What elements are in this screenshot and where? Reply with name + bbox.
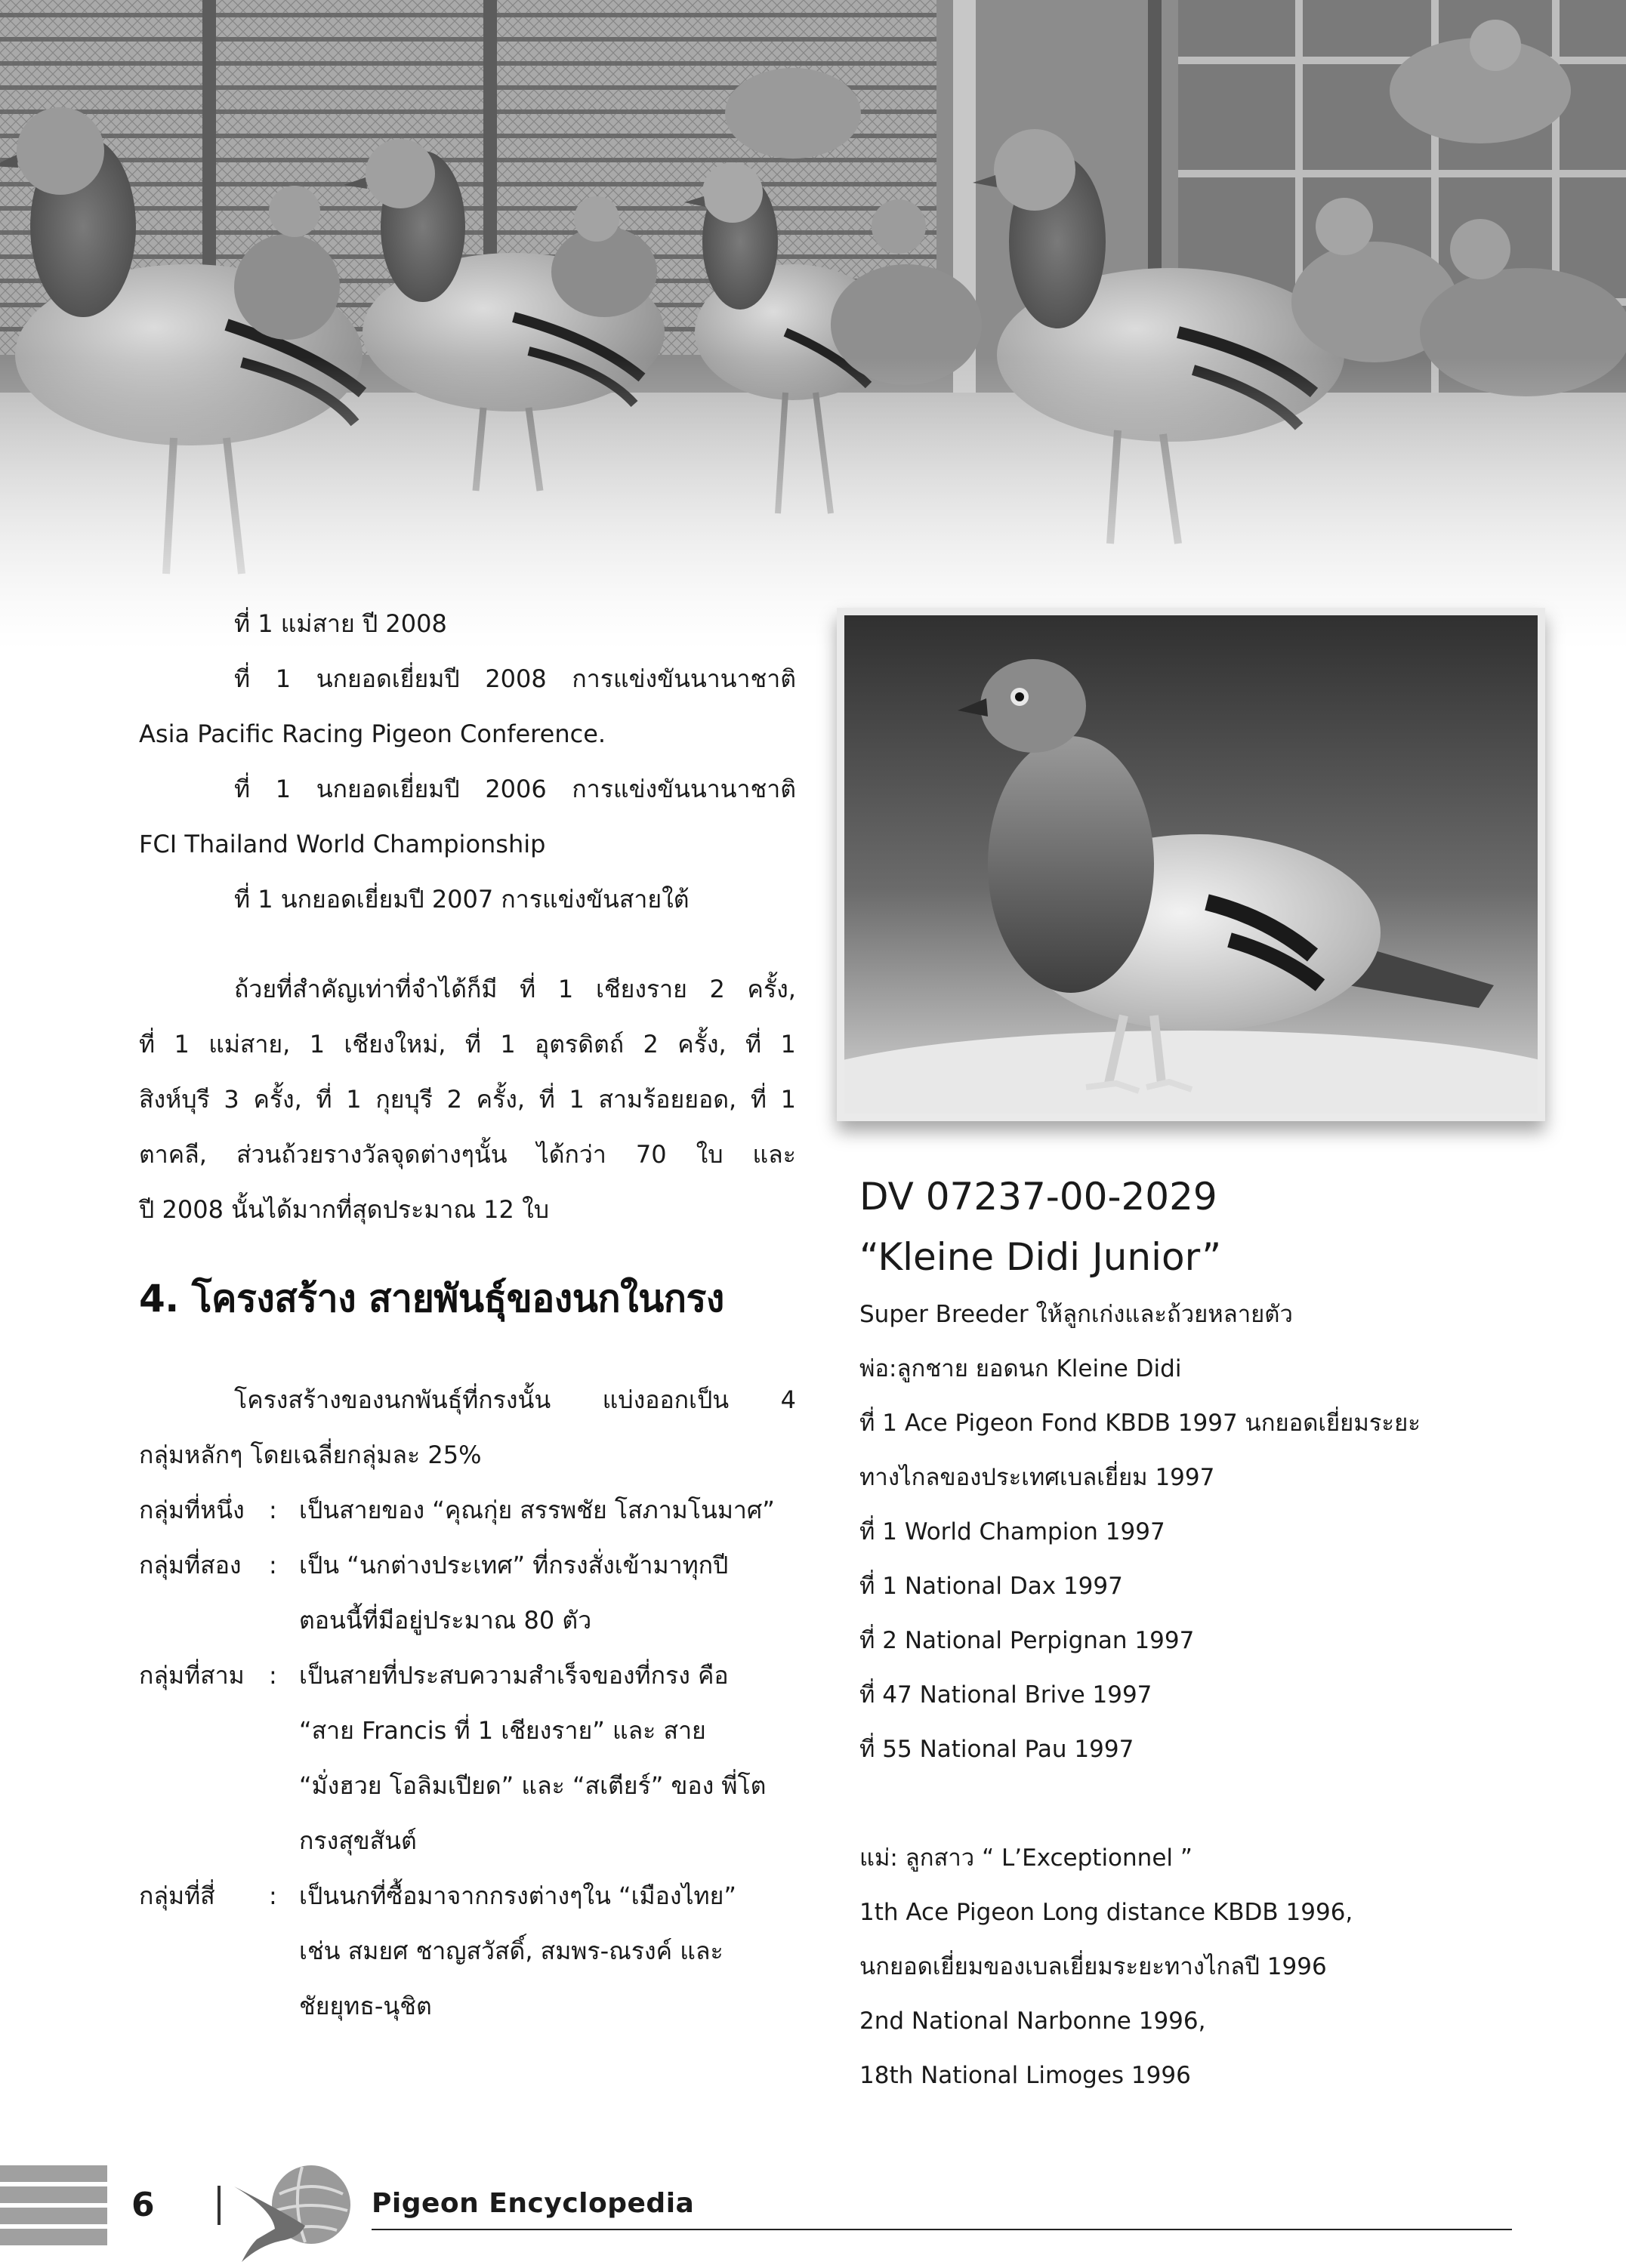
footer-stripes bbox=[0, 2165, 107, 2250]
word: นกยอดเยี่ยมปี bbox=[316, 664, 460, 693]
group-label: กลุ่มที่หนึ่ง bbox=[139, 1496, 245, 1524]
trophy-line: ปี 2008 นั้นได้มากที่สุดประมาณ 12 ใบ bbox=[139, 1195, 549, 1224]
word: 1 bbox=[569, 1085, 585, 1114]
trophy-line bbox=[139, 962, 796, 1017]
trophy-line bbox=[139, 1072, 796, 1127]
dam-line: 18th National Limoges 1996 bbox=[859, 2062, 1191, 2089]
group-text: เช่น สมยศ ชาญสวัสดิ์, สมพร-ณรงค์ และ bbox=[299, 1937, 724, 1965]
group-text: เป็นนกที่ซื้อมาจากกรงต่างๆใน “เมืองไทย” bbox=[299, 1881, 736, 1910]
word: 1 bbox=[174, 1030, 190, 1059]
word: ที่ bbox=[464, 1030, 481, 1059]
word: ที่ bbox=[316, 1085, 332, 1114]
word: ส่วนถ้วยรางวัลจุดต่างๆนั้น bbox=[236, 1140, 508, 1169]
right-column bbox=[859, 1166, 1532, 2103]
group-text: ตอนนี้ที่มีอยู่ประมาณ 80 ตัว bbox=[299, 1606, 592, 1635]
award-line bbox=[139, 762, 796, 817]
word: กุยบุรี bbox=[375, 1085, 433, 1114]
dam-line: แม่: ลูกสาว “ L’Exceptionnel ” bbox=[859, 1844, 1193, 1872]
word: สิงห์บุรี bbox=[139, 1085, 210, 1114]
group-text: เป็น “นกต่างประเทศ” ที่กรงสั่งเข้ามาทุกปี bbox=[299, 1551, 729, 1579]
dam-line: นกยอดเยี่ยมของเบลเยี่ยมระยะทางไกลปี 1996 bbox=[859, 1953, 1327, 1980]
word: ที่ bbox=[745, 1030, 762, 1059]
word: 2006 bbox=[485, 775, 547, 803]
globe-bird-logo bbox=[227, 2156, 363, 2268]
word: 1 bbox=[309, 1030, 326, 1059]
word: ตาคลี, bbox=[139, 1140, 207, 1169]
header-photo bbox=[0, 0, 1626, 649]
word: 1 bbox=[557, 975, 574, 1003]
word: ครั้ง, bbox=[253, 1085, 302, 1114]
section-title: 4. โครงสร้าง สายพันธุ์ของนกในกรง bbox=[139, 1277, 724, 1320]
group-label: กลุ่มที่สอง bbox=[139, 1551, 242, 1579]
award-line: FCI Thailand World Championship bbox=[139, 830, 546, 858]
detail-line: ทางไกลของประเทศเบลเยี่ยม 1997 bbox=[859, 1464, 1215, 1491]
word: อุตรดิตถ์ bbox=[535, 1030, 625, 1059]
pigeon-portrait-photo bbox=[844, 615, 1538, 1114]
word: 4 bbox=[780, 1385, 796, 1414]
detail-line: ที่ 55 National Pau 1997 bbox=[859, 1736, 1134, 1763]
detail-line: ที่ 47 National Brive 1997 bbox=[859, 1681, 1152, 1709]
detail-line: พ่อ:ลูกชาย ยอดนก Kleine Didi bbox=[859, 1355, 1182, 1382]
pigeon-photo-frame bbox=[837, 608, 1545, 1121]
word: 2 bbox=[643, 1030, 659, 1059]
detail-line: ที่ 1 National Dax 1997 bbox=[859, 1573, 1123, 1600]
word: 1 bbox=[275, 664, 292, 693]
word: ที่ bbox=[234, 775, 251, 803]
pigeon-loft-photo bbox=[0, 0, 1626, 649]
word: สามร้อยยอด, bbox=[598, 1085, 737, 1114]
word: 1 bbox=[275, 775, 292, 803]
group-item bbox=[139, 1869, 796, 2034]
detail-line: ที่ 1 World Champion 1997 bbox=[859, 1518, 1165, 1545]
detail-line: Super Breeder ให้ลูกเก่งและถ้วยหลายตัว bbox=[859, 1301, 1293, 1328]
award-line bbox=[139, 652, 796, 707]
word: 2008 bbox=[485, 664, 547, 693]
word: 70 bbox=[635, 1140, 667, 1169]
brand-name: Pigeon Encyclopedia bbox=[372, 2188, 695, 2219]
word: การแข่งขันนานาชาติ bbox=[572, 664, 796, 693]
award-line: ที่ 1 นกยอดเยี่ยมปี 2007 การแข่งขันสายใต้ bbox=[234, 885, 690, 914]
word: 1 bbox=[346, 1085, 362, 1114]
word: ได้กว่า bbox=[536, 1140, 606, 1169]
group-label: กลุ่มที่สี่ bbox=[139, 1881, 215, 1910]
footer-divider bbox=[218, 2186, 221, 2225]
word: เชียงใหม่, bbox=[344, 1030, 446, 1059]
dam-line: 1th Ace Pigeon Long distance KBDB 1996, bbox=[859, 1899, 1353, 1926]
word: ครั้ง, bbox=[747, 975, 796, 1003]
group-text: ชัยยุทธ-นุชิต bbox=[299, 1992, 432, 2020]
left-column bbox=[139, 596, 796, 2034]
structure-intro-line bbox=[139, 1373, 796, 1428]
group-colon: : bbox=[269, 1496, 277, 1524]
group-text: “สาย Francis ที่ 1 เชียงราย” และ สาย bbox=[299, 1716, 706, 1745]
word: เชียงราย bbox=[595, 975, 687, 1003]
award-line: Asia Pacific Racing Pigeon Conference. bbox=[139, 720, 606, 748]
footer-rule bbox=[372, 2229, 1512, 2230]
group-text: กรงสุขสันต์ bbox=[299, 1826, 417, 1855]
group-colon: : bbox=[269, 1881, 277, 1910]
word: ครั้ง, bbox=[677, 1030, 727, 1059]
group-label: กลุ่มที่สาม bbox=[139, 1661, 245, 1690]
page-number: 6 bbox=[131, 2186, 155, 2224]
detail-line: ที่ 2 National Perpignan 1997 bbox=[859, 1627, 1195, 1654]
word: แม่สาย, bbox=[208, 1030, 291, 1059]
group-item bbox=[139, 1648, 796, 1869]
group-colon: : bbox=[269, 1551, 277, 1579]
detail-line: ที่ 1 Ace Pigeon Fond KBDB 1997 นกยอดเยี่ยมระยะ bbox=[859, 1410, 1421, 1437]
word: 1 bbox=[500, 1030, 516, 1059]
word: ที่ bbox=[520, 975, 536, 1003]
word: ถ้วยที่สำคัญเท่าที่จำได้ก็มี bbox=[234, 975, 498, 1003]
word: 1 bbox=[780, 1085, 796, 1114]
word: และ bbox=[752, 1140, 796, 1169]
word: การแข่งขันนานาชาติ bbox=[572, 775, 796, 803]
word: โครงสร้างของนกพันธุ์ที่กรงนั้น bbox=[234, 1385, 551, 1414]
word: ครั้ง, bbox=[476, 1085, 526, 1114]
bird-name: “Kleine Didi Junior” bbox=[859, 1235, 1222, 1279]
word: ที่ bbox=[234, 664, 251, 693]
structure-intro-line: กลุ่มหลักๆ โดยเฉลี่ยกลุ่มละ 25% bbox=[139, 1441, 482, 1469]
trophy-line bbox=[139, 1127, 796, 1182]
trophy-line bbox=[139, 1017, 796, 1072]
word: ที่ bbox=[139, 1030, 156, 1059]
word: ที่ bbox=[750, 1085, 767, 1114]
ring-number: DV 07237-00-2029 bbox=[859, 1175, 1217, 1219]
word: แบ่งออกเป็น bbox=[602, 1385, 730, 1414]
word: 3 bbox=[224, 1085, 239, 1114]
word: นกยอดเยี่ยมปี bbox=[316, 775, 460, 803]
award-line: ที่ 1 แม่สาย ปี 2008 bbox=[234, 609, 447, 638]
group-text: เป็นสายของ “คุณกุ่ย สรรพชัย โสภามโนมาศ” bbox=[299, 1496, 775, 1524]
group-colon: : bbox=[269, 1661, 277, 1690]
word: 2 bbox=[446, 1085, 462, 1114]
word: ใบ bbox=[696, 1140, 724, 1169]
group-item bbox=[139, 1538, 796, 1648]
word: ที่ bbox=[538, 1085, 555, 1114]
group-item bbox=[139, 1483, 796, 1538]
word: 1 bbox=[780, 1030, 796, 1059]
group-text: เป็นสายที่ประสบความสำเร็จของที่กรง คือ bbox=[299, 1661, 729, 1690]
word: 2 bbox=[709, 975, 725, 1003]
group-text: “มั่งฮวย โอลิมเปียด” และ “สเตียร์” ของ พี่โต bbox=[299, 1771, 767, 1800]
dam-line: 2nd National Narbonne 1996, bbox=[859, 2008, 1206, 2035]
